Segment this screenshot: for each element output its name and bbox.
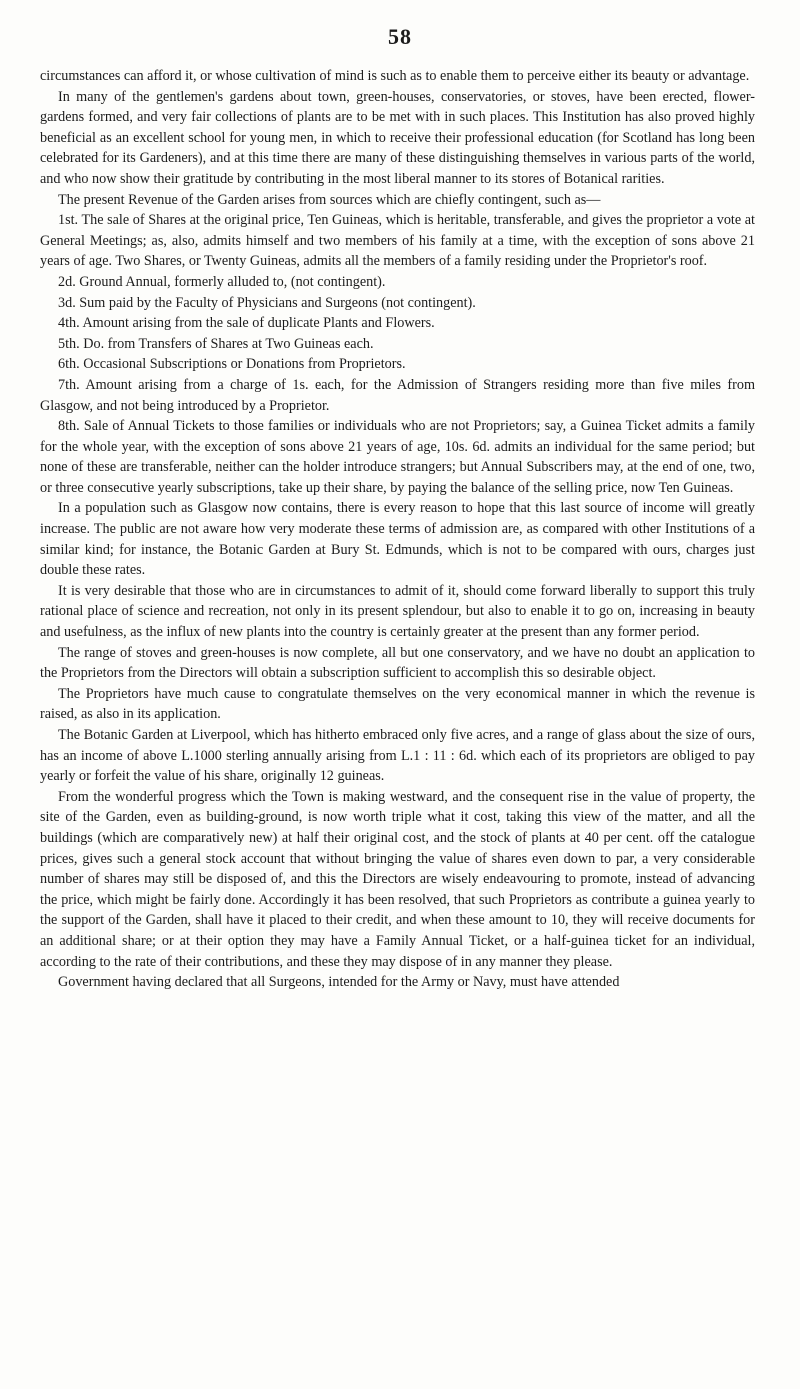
revenue-item-7: 7th. Amount arising from a charge of 1s. each, for the Admission of Strangers residing more than five miles from Glasgow, and not being introduced by a Proprietor. bbox=[40, 376, 755, 414]
paragraph-continuation: circumstances can afford it, or whose cultivation of mind is such as to enable them to perceive either its beauty or advantage. bbox=[40, 68, 750, 84]
paragraph-proprietors: The Proprietors have much cause to congratulate themselves on the very economical manner in which the revenue is raised, as also in its application. bbox=[40, 685, 755, 723]
body-text bbox=[40, 66, 755, 993]
revenue-item-4: 4th. Amount arising from the sale of duplicate Plants and Flowers. bbox=[58, 315, 435, 332]
paragraph-desirable: It is very desirable that those who are in circumstances to admit of it, should come forward liberally to support this truly rational place of science and recreation, not only in its present splendour, but also to enable it to go on, increasing in beauty and usefulness, as the influx of new plants into the country is certainly greater at the present than any former period. bbox=[40, 582, 755, 641]
revenue-item-3: 3d. Sum paid by the Faculty of Physicians and Surgeons (not contingent). bbox=[58, 294, 476, 311]
paragraph-government: Government having declared that all Surgeons, intended for the Army or Navy, must have attended bbox=[58, 974, 620, 991]
paragraph-stoves: The range of stoves and green-houses is now complete, all but one conservatory, and we have no doubt an application to the Proprietors from the Directors will obtain a subscription sufficient to accomplish this so desirable object. bbox=[40, 644, 755, 682]
paragraph-progress: From the wonderful progress which the Town is making westward, and the consequent rise in the value of property, the site of the Garden, even as building-ground, is now worth triple what it cost, taking this view of the matter, and all the buildings (which are comparatively new) at half their original cost, and the stock of plants at 40 per cent. off the catalogue prices, gives such a general stock account that without bringing the value of shares even down to par, a very considerable number of shares may still be disposed of, and this the Directors are wisely endeavouring to promote, instead of advancing the price, which might be fairly done. Accordingly it has been resolved, that such Proprietors as contribute a guinea yearly to the support of the Garden, shall have it placed to their credit, and when these amount to 10, they will receive documents for an additional share; or at their option they may have a Family Annual Ticket, or a half-guinea ticket for an individual, according to the rate of their contributions, and these they may dispose of in any manner they please. bbox=[40, 788, 755, 970]
page-number: 58 bbox=[388, 24, 412, 49]
paragraph-gardens: In many of the gentlemen's gardens about town, green-houses, conservatories, or stoves, have been erected, flower-gardens formed, and very fair collections of plants are to be met with in such places. This Institution has also proved highly beneficial as an excellent school for young men, in which to receive their professional education (for Scotland has long been celebrated for its Gardeners), and at this time there are many of these distinguishing themselves in various parts of the world, and who now show their gratitude by contributing in the most liberal manner to its stores of Botanical rarities. bbox=[40, 88, 755, 187]
revenue-item-8: 8th. Sale of Annual Tickets to those families or individuals who are not Proprietors; say, a Guinea Ticket admits a family for the whole year, with the exception of sons above 21 years of age, 10s. 6d. admits an individual for the same period; but none of these are transferable, neither can the holder introduce strangers; but Annual Subscribers may, at the end of one, two, or three consecutive yearly subscriptions, take up their share, by paying the balance of the selling price, now Ten Guineas. bbox=[40, 418, 755, 496]
revenue-item-5: 5th. Do. from Transfers of Shares at Two Guineas each. bbox=[58, 335, 374, 352]
paragraph-liverpool: The Botanic Garden at Liverpool, which has hitherto embraced only five acres, and a range of glass about the size of ours, has an income of above L.1000 sterling annually arising from L.1 : 11 : 6d. which each of its proprietors are obliged to pay yearly or forfeit the value of his share, originally 12 guineas. bbox=[40, 727, 755, 785]
paragraph-population: In a population such as Glasgow now contains, there is every reason to hope that this last source of income will greatly increase. The public are not aware how very moderate these terms of admission are, as compared with other Institutions of a similar kind; for instance, the Botanic Garden at Bury St. Edmunds, which is not to be compared with ours, charges just double these rates. bbox=[40, 500, 755, 579]
paragraph-revenue-intro: The present Revenue of the Garden arises from sources which are chiefly contingent, such as— bbox=[58, 191, 601, 208]
revenue-item-1: 1st. The sale of Shares at the original price, Ten Guineas, which is heritable, transferable, and gives the proprietor a vote at General Meetings; as, also, admits himself and two members of his family at a time, with the exception of sons above 21 years of age. Two Shares, or Twenty Guineas, admits all the members of a family residing under the Proprietor's roof. bbox=[40, 212, 755, 270]
revenue-item-6: 6th. Occasional Subscriptions or Donations from Proprietors. bbox=[58, 356, 406, 373]
revenue-item-2: 2d. Ground Annual, formerly alluded to, (not contingent). bbox=[58, 273, 386, 290]
